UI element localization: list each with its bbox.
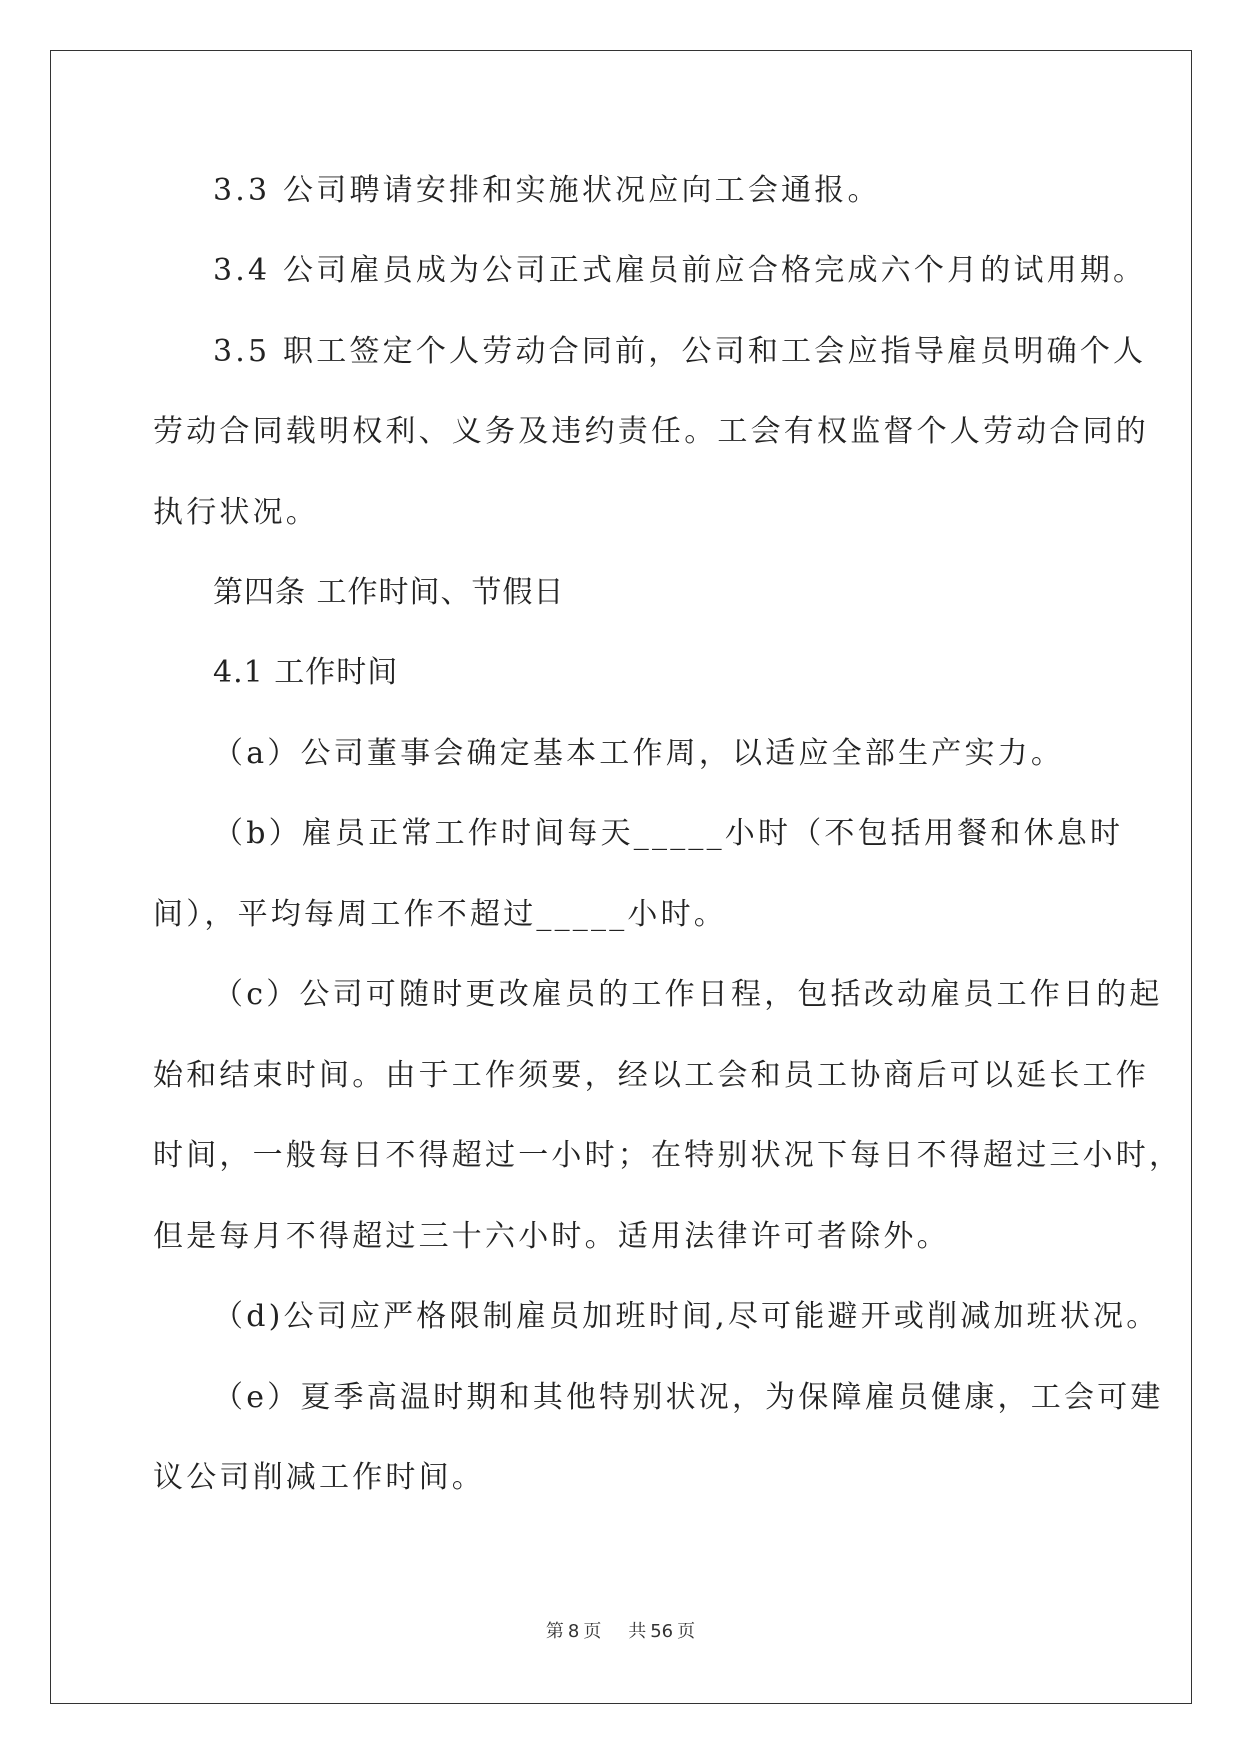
clause-c-line-4: 但是每月不得超过三十六小时。适用法律许可者除外。 xyxy=(153,1219,950,1254)
page-footer xyxy=(0,1621,1241,1643)
clause-c-line-3: 时间，一般每日不得超过一小时；在特别状况下每日不得超过三小时， xyxy=(153,1138,1183,1173)
clause-c-line-2: 始和结束时间。由于工作须要，经以工会和员工协商后可以延长工作 xyxy=(153,1058,1149,1093)
clause-e-line-2: 议公司削减工作时间。 xyxy=(153,1460,485,1495)
page-unit: 页 xyxy=(583,1621,602,1642)
clause-b-line-1: （b）雇员正常工作时间每天_____小时（不包括用餐和休息时 xyxy=(213,816,1124,851)
clause-c-line-1: （c）公司可随时更改雇员的工作日程，包括改动雇员工作日的起 xyxy=(213,977,1163,1012)
paragraph-3-5-line-1: 3.5 职工签定个人劳动合同前，公司和工会应指导雇员明确个人 xyxy=(213,334,1147,369)
total-label: 共 xyxy=(628,1621,647,1642)
total-unit: 页 xyxy=(677,1621,696,1642)
paragraph-3-5-line-3: 执行状况。 xyxy=(153,495,319,530)
page-label: 第 xyxy=(545,1621,564,1642)
clause-a: （a）公司董事会确定基本工作周，以适应全部生产实力。 xyxy=(213,736,1065,771)
clause-e-line-1: （e）夏季高温时期和其他特别状况，为保障雇员健康，工会可建 xyxy=(213,1380,1164,1415)
subsection-heading-4-1: 4.1 工作时间 xyxy=(213,655,399,690)
clause-b-line-2: 间），平均每周工作不超过_____小时。 xyxy=(153,897,727,932)
total-pages: 56 xyxy=(650,1621,674,1642)
paragraph-3-3: 3.3 公司聘请安排和实施状况应向工会通报。 xyxy=(213,173,881,208)
page-border xyxy=(50,50,1192,1704)
paragraph-3-5-line-2: 劳动合同载明权利、义务及违约责任。工会有权监督个人劳动合同的 xyxy=(153,414,1149,449)
section-heading-article-4: 第四条 工作时间、节假日 xyxy=(213,575,565,610)
page-number: 8 xyxy=(567,1621,580,1642)
paragraph-3-4: 3.4 公司雇员成为公司正式雇员前应合格完成六个月的试用期。 xyxy=(213,253,1147,288)
clause-d: （d)公司应严格限制雇员加班时间,尽可能避开或削减加班状况。 xyxy=(213,1299,1160,1334)
